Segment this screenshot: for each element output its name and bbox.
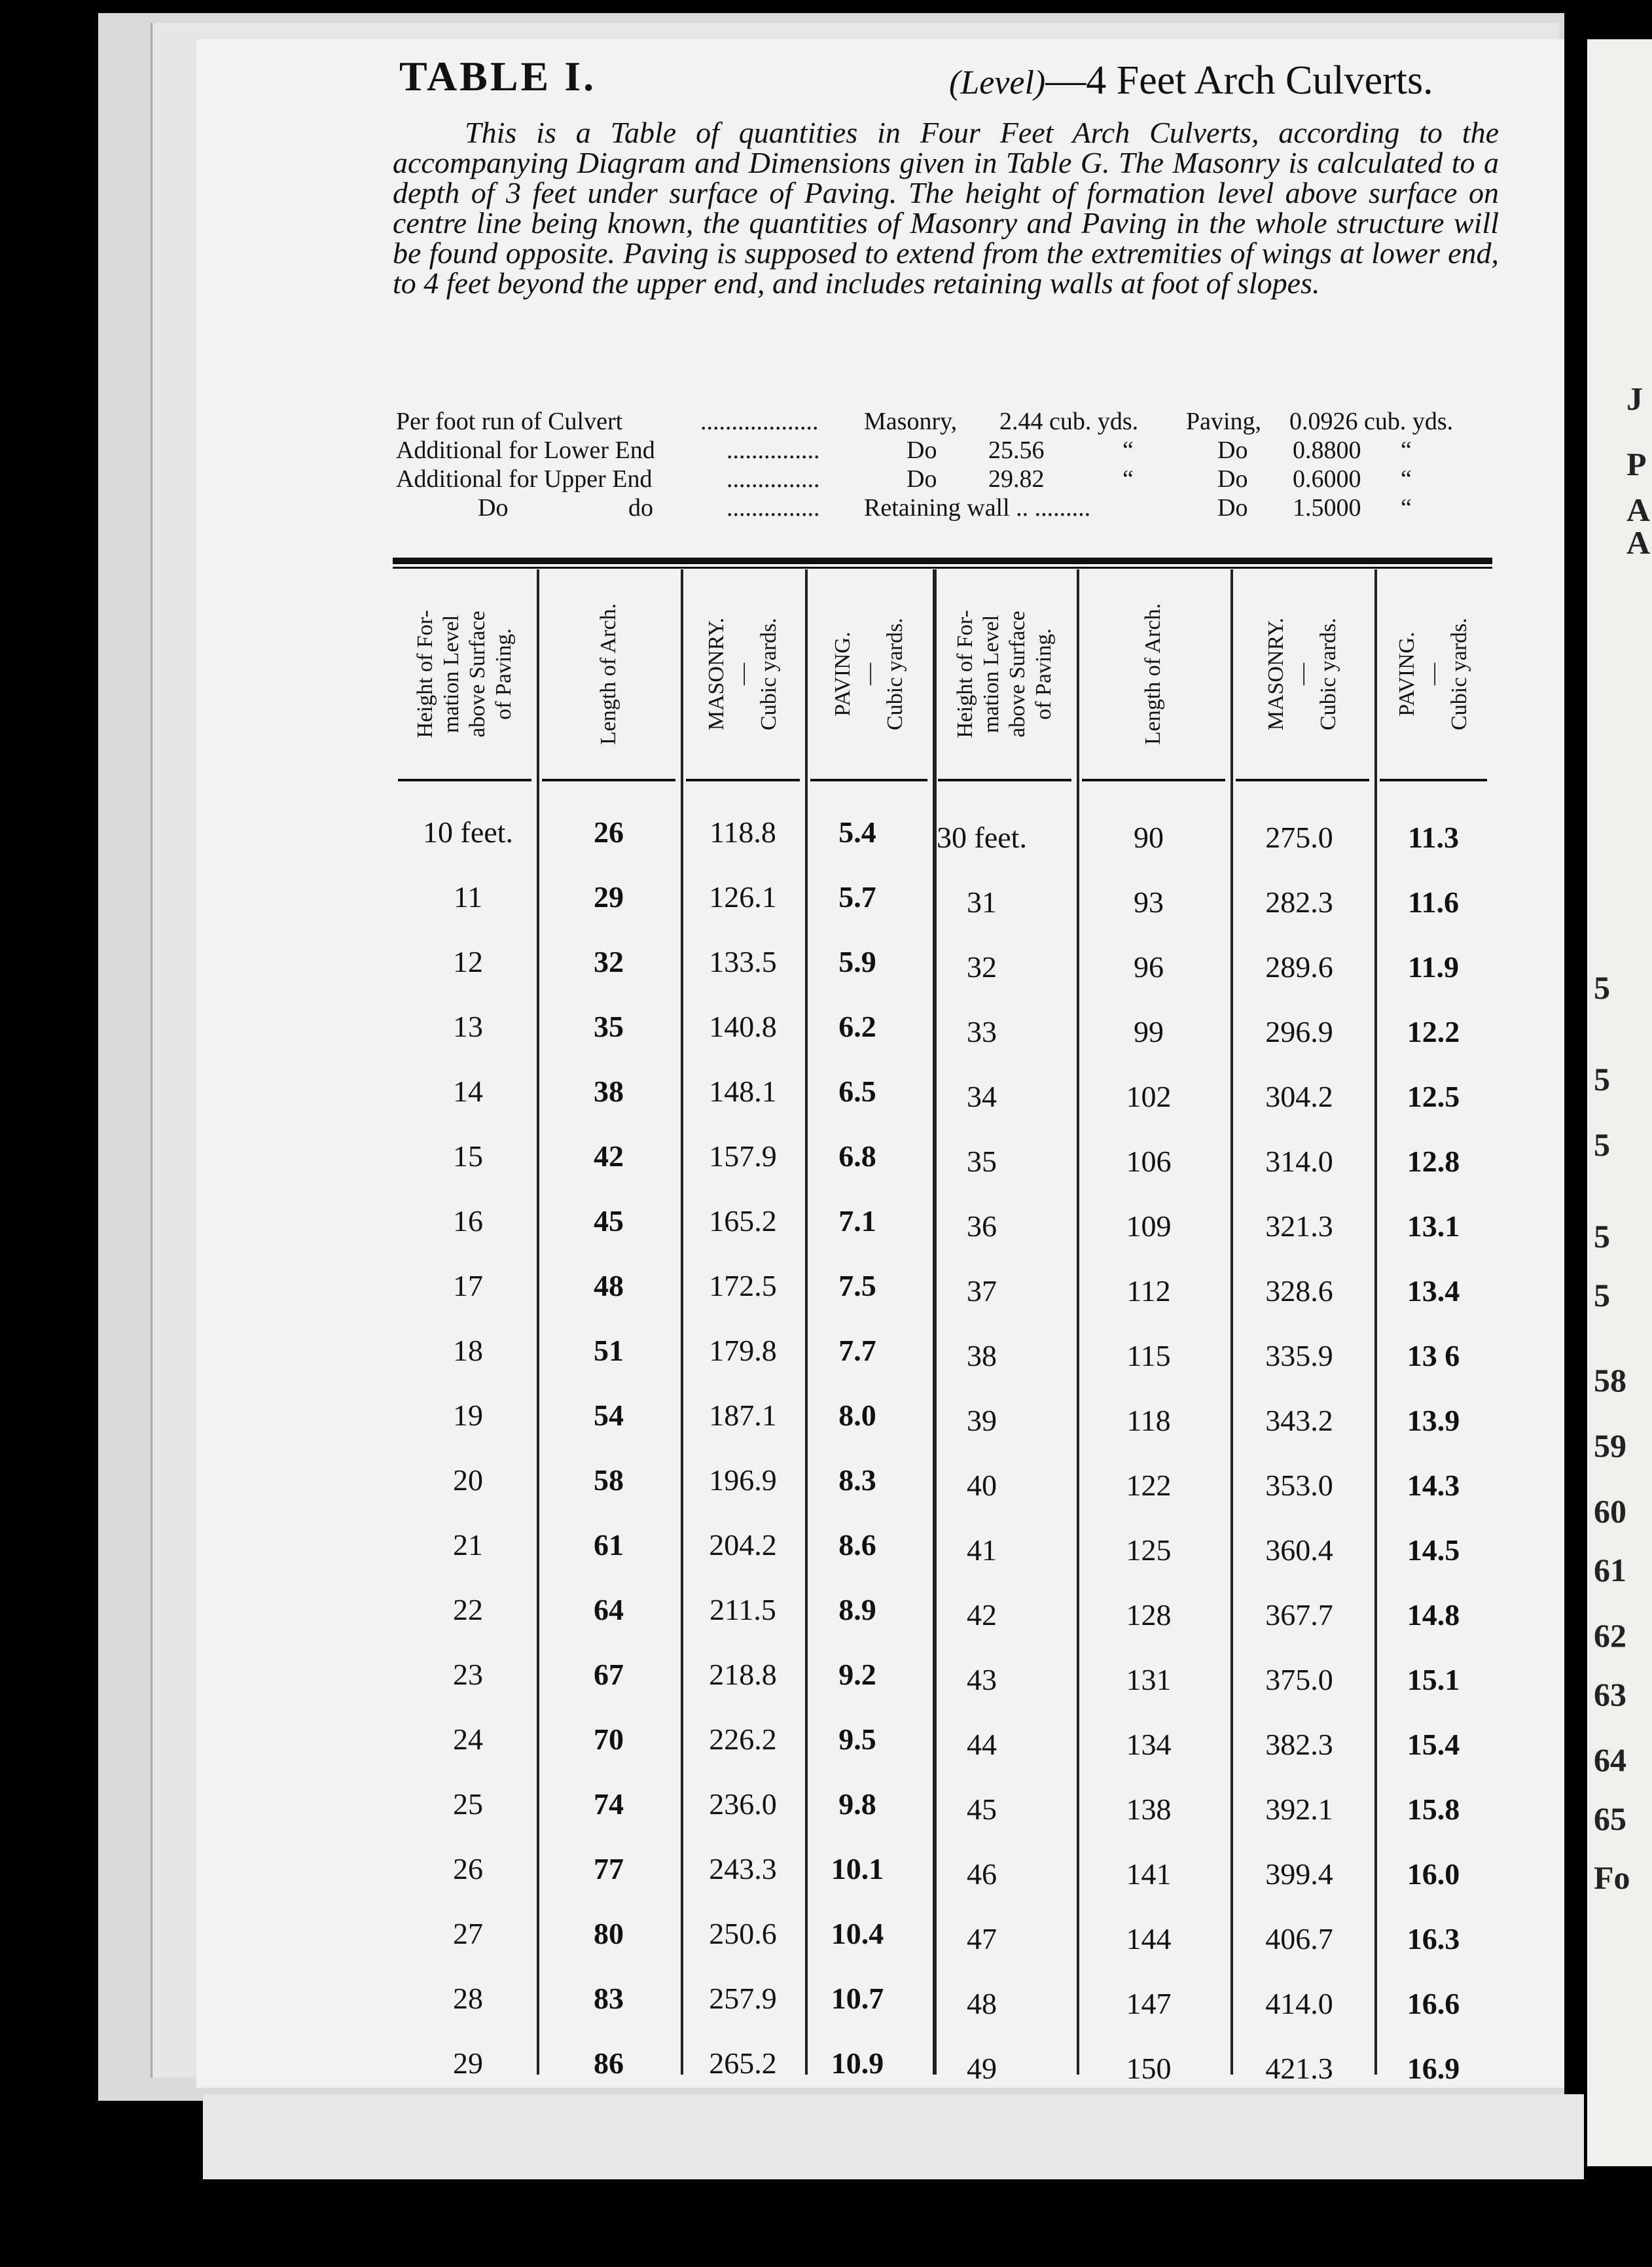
table-cell: 140.8 [709, 1010, 777, 1043]
table-cell: 11.6 [1408, 885, 1459, 919]
facing-page-fragment: 62 [1594, 1617, 1626, 1654]
table-cell: 44 [967, 1728, 997, 1761]
table-cell: 86 [594, 2046, 624, 2080]
table-cell: 70 [594, 1723, 624, 1756]
table-cell: 375.0 [1265, 1663, 1333, 1696]
table-cell: 34 [967, 1080, 997, 1113]
table-cell: 133.5 [709, 945, 777, 978]
table-cell: 8.0 [838, 1399, 876, 1432]
table-cell: 109 [1126, 1209, 1172, 1243]
header-rule [1236, 779, 1369, 781]
summary-dots: ............... [727, 437, 820, 464]
table-cell: 38 [967, 1339, 997, 1372]
table-cell: 131 [1126, 1663, 1172, 1696]
column-header-line: Height of For- [952, 610, 977, 738]
table-cell: 45 [967, 1793, 997, 1826]
table-cell: 8.9 [838, 1593, 876, 1626]
table-cell: 16.0 [1407, 1857, 1460, 1891]
table-cell: 77 [594, 1852, 624, 1885]
table-cell: 144 [1126, 1922, 1172, 1955]
table-cell: 296.9 [1265, 1015, 1333, 1048]
summary-dots: ............... [727, 465, 820, 493]
column-header [1077, 576, 1230, 772]
column-header-text [1263, 618, 1342, 730]
table-cell: 218.8 [709, 1658, 777, 1691]
column-header-line: — [856, 663, 881, 686]
table-cell: 13.4 [1407, 1274, 1460, 1308]
column-header-line: Cubic yards. [1316, 618, 1340, 730]
column-header-line: PAVING. [1394, 632, 1419, 717]
table-cell: 39 [967, 1404, 997, 1437]
table-cell: 148.1 [709, 1075, 777, 1108]
ditto-mark: “ [1122, 437, 1134, 464]
table-cell: 35 [967, 1145, 997, 1178]
table-cell: 10.1 [831, 1852, 884, 1885]
table-cell: 141 [1126, 1857, 1172, 1891]
summary-row [396, 465, 1502, 493]
table-cell: 165.2 [709, 1204, 777, 1238]
table-cell: 25 [453, 1787, 483, 1821]
page-bottom-strip [203, 2094, 1584, 2179]
table-cell: 14.8 [1407, 1598, 1460, 1632]
column-header-line: Cubic yards. [882, 618, 907, 730]
table-cell: 421.3 [1265, 2052, 1333, 2085]
column-header-text [829, 618, 908, 730]
table-cell: 21 [453, 1528, 483, 1562]
table-cell: 32 [594, 945, 624, 978]
table-cell: 96 [1134, 950, 1164, 984]
table-cell: 80 [594, 1917, 624, 1950]
table-title: TABLE I. [399, 53, 597, 99]
table-cell: 367.7 [1265, 1598, 1333, 1632]
column-header-line: — [1420, 663, 1445, 686]
summary-row [396, 493, 1502, 522]
table-cell: 5.4 [838, 815, 876, 849]
table-cell: 6.2 [838, 1010, 876, 1043]
table-cell: 14.5 [1407, 1533, 1460, 1567]
table-cell: 43 [967, 1663, 997, 1696]
table-cell: 275.0 [1265, 821, 1333, 854]
facing-page-fragment: Fo [1594, 1859, 1630, 1896]
table-cell: 12.5 [1407, 1080, 1460, 1113]
table-cell: 5.9 [838, 945, 876, 978]
table-cell: 7.1 [838, 1204, 876, 1238]
ditto-mark: “ [1122, 465, 1134, 493]
subtitle-text: —4 Feet Arch Culverts. [1045, 58, 1433, 103]
summary-kind: Do [907, 437, 937, 464]
facing-page-fragment: A [1626, 491, 1651, 528]
column-header-line: Cubic yards. [1446, 618, 1471, 730]
ditto-mark: “ [1401, 494, 1412, 522]
summary-label: Additional for Upper End [396, 465, 653, 493]
level-label: (Level) [949, 64, 1046, 101]
summary-row [396, 436, 1502, 465]
table-cell: 61 [594, 1528, 624, 1562]
table-cell: 125 [1126, 1533, 1172, 1567]
table-cell: 102 [1126, 1080, 1172, 1113]
table-cell: 17 [453, 1269, 483, 1302]
facing-page-fragment: 59 [1594, 1427, 1626, 1464]
table-cell: 7.5 [838, 1269, 876, 1302]
intro-paragraph: This is a Table of quantities in Four Feet Arch Culverts, according to the accompanying Diagram and Dimensions given in Table G. The Masonry is calculated to a depth of 3 feet under surface of Paving. The height of formation level above surface on centre line being known, the quantities of Masonry and Paving in the whole structure will be found opposite. Paving is supposed to extend from the extremities of wings at lower end, to 4 feet beyond the upper end, and includes retaining walls at foot of slopes. [393, 116, 1499, 300]
facing-page-fragment: P [1626, 446, 1647, 482]
table-cell: 9.2 [838, 1658, 876, 1691]
table-cell: 211.5 [709, 1593, 776, 1626]
summary-paving-kind: Do [1217, 465, 1248, 493]
table-cell: 10 feet. [423, 815, 513, 849]
table-cell: 35 [594, 1010, 624, 1043]
table-cell: 15.1 [1407, 1663, 1460, 1696]
table-cell: 38 [594, 1075, 624, 1108]
table-cell: 9.5 [838, 1723, 876, 1756]
facing-page-fragment: 63 [1594, 1676, 1626, 1713]
table-cell: 138 [1126, 1793, 1172, 1826]
table-cell: 42 [594, 1139, 624, 1173]
table-top-rule-thin [393, 567, 1492, 569]
table-cell: 12.2 [1407, 1015, 1460, 1048]
table-cell: 90 [1134, 821, 1164, 854]
summary-masonry-value: 2.44 cub. yds. [999, 408, 1139, 435]
summary-kind: Do [907, 465, 937, 493]
table-cell: 13 [453, 1010, 483, 1043]
table-cell: 28 [453, 1982, 483, 2015]
column-header-line: — [730, 663, 755, 685]
table-cell: 360.4 [1265, 1533, 1333, 1567]
table-cell: 26 [453, 1852, 483, 1885]
summary-label: Additional for Lower End [396, 437, 655, 464]
table-cell: 15.4 [1407, 1728, 1460, 1761]
column-header [1374, 576, 1492, 772]
header-rule [542, 779, 675, 781]
table-cell: 51 [594, 1334, 624, 1367]
table-cell: 10.7 [831, 1982, 884, 2015]
book-page [196, 39, 1564, 2088]
table-cell: 335.9 [1265, 1339, 1333, 1372]
summary-dots: ............... [727, 494, 820, 522]
table-cell: 40 [967, 1469, 997, 1502]
column-header-line: of Paving. [491, 628, 516, 720]
table-cell: 304.2 [1265, 1080, 1333, 1113]
column-divider [1077, 569, 1079, 2075]
facing-page-fragment: 5 [1594, 1218, 1610, 1255]
table-cell: 16.9 [1407, 2052, 1460, 2085]
column-header-line: MASONRY. [704, 617, 728, 731]
column-divider [1374, 569, 1377, 2075]
summary-masonry-value: 29.82 [988, 465, 1045, 493]
table-cell: 47 [967, 1922, 997, 1955]
table-cell: 106 [1126, 1145, 1172, 1178]
column-header-line: MASONRY. [1264, 617, 1288, 731]
table-cell: 83 [594, 1982, 624, 2015]
table-cell: 11 [453, 880, 483, 914]
table-cell: 31 [967, 885, 997, 919]
header-rule [1380, 779, 1487, 781]
table-cell: 236.0 [709, 1787, 777, 1821]
table-cell: 314.0 [1265, 1145, 1333, 1178]
table-cell: 10.9 [831, 2046, 884, 2080]
table-cell: 118.8 [709, 815, 776, 849]
table-cell: 13.1 [1407, 1209, 1460, 1243]
table-cell: 406.7 [1265, 1922, 1333, 1955]
table-cell: 8.6 [838, 1528, 876, 1562]
table-cell: 42 [967, 1598, 997, 1632]
summary-row [396, 407, 1502, 436]
column-header-line: — [1290, 663, 1314, 685]
table-cell: 243.3 [709, 1852, 777, 1885]
table-cell: 282.3 [1265, 885, 1333, 919]
table-cell: 27 [453, 1917, 483, 1950]
column-header [537, 576, 681, 772]
table-cell: 226.2 [709, 1723, 777, 1756]
table-cell: 414.0 [1265, 1987, 1333, 2020]
table-cell: 58 [594, 1463, 624, 1497]
table-cell: 18 [453, 1334, 483, 1367]
table-cell: 16.6 [1407, 1987, 1460, 2020]
table-cell: 353.0 [1265, 1469, 1333, 1502]
column-header-line: Length of Arch. [1141, 603, 1166, 745]
table-cell: 343.2 [1265, 1404, 1333, 1437]
column-divider [537, 569, 539, 2075]
column-divider [1230, 569, 1233, 2075]
table-cell: 26 [594, 815, 624, 849]
table-cell: 49 [967, 2052, 997, 2085]
table-cell: 11.3 [1408, 821, 1459, 854]
table-cell: 23 [453, 1658, 483, 1691]
table-cell: 20 [453, 1463, 483, 1497]
table-cell: 93 [1134, 885, 1164, 919]
table-cell: 64 [594, 1593, 624, 1626]
facing-page-fragment: 60 [1594, 1493, 1626, 1529]
facing-page-fragment: 5 [1594, 1277, 1610, 1313]
table-cell: 392.1 [1265, 1793, 1333, 1826]
column-header-line: PAVING. [830, 632, 855, 717]
column-header-text [596, 603, 622, 745]
table-cell: 196.9 [709, 1463, 777, 1497]
table-cell: 29 [453, 2046, 483, 2080]
table-cell: 19 [453, 1399, 483, 1432]
table-cell: 112 [1126, 1274, 1171, 1308]
column-header-line: above Surface [465, 611, 490, 738]
summary-label: Do [478, 494, 509, 522]
table-cell: 204.2 [709, 1528, 777, 1562]
table-cell: 74 [594, 1787, 624, 1821]
table-cell: 250.6 [709, 1917, 777, 1950]
summary-label-2: do [628, 494, 653, 522]
column-header [393, 576, 537, 772]
table-cell: 321.3 [1265, 1209, 1333, 1243]
column-header [805, 576, 933, 772]
facing-page-fragment: 65 [1594, 1800, 1626, 1837]
table-cell: 14.3 [1407, 1469, 1460, 1502]
table-cell: 126.1 [709, 880, 777, 914]
table-cell: 54 [594, 1399, 624, 1432]
table-cell: 15.8 [1407, 1793, 1460, 1826]
table-subtitle [949, 58, 1433, 104]
table-cell: 172.5 [709, 1269, 777, 1302]
summary-block [396, 407, 1502, 522]
table-cell: 382.3 [1265, 1728, 1333, 1761]
table-cell: 33 [967, 1015, 997, 1048]
column-header-line: mation Level [439, 615, 463, 734]
header-rule [1082, 779, 1225, 781]
table-cell: 150 [1126, 2052, 1172, 2085]
table-cell: 257.9 [709, 1982, 777, 2015]
column-header-text [412, 610, 517, 738]
facing-page-fragment: 61 [1594, 1552, 1626, 1588]
column-header-text [1394, 618, 1473, 730]
facing-page-edge [1587, 39, 1652, 2166]
table-cell: 12.8 [1407, 1145, 1460, 1178]
column-header-line: of Paving. [1031, 628, 1056, 720]
facing-page-fragment: 5 [1594, 969, 1610, 1006]
table-cell: 118 [1126, 1404, 1171, 1437]
summary-masonry-value: 25.56 [988, 437, 1045, 464]
header-rule [686, 779, 800, 781]
table-cell: 46 [967, 1857, 997, 1891]
table-cell: 8.3 [838, 1463, 876, 1497]
header-rule [810, 779, 927, 781]
facing-page-fragment: 64 [1594, 1741, 1626, 1778]
column-divider [805, 569, 808, 2075]
table-cell: 7.7 [838, 1334, 876, 1367]
summary-paving-kind: Do [1217, 437, 1248, 464]
table-cell: 399.4 [1265, 1857, 1333, 1891]
summary-label: Per foot run of Culvert [396, 408, 623, 435]
summary-paving-kind: Paving, [1186, 408, 1262, 435]
column-header-line: mation Level [979, 615, 1003, 734]
column-header-text [704, 618, 782, 730]
summary-paving-kind: Do [1217, 494, 1248, 522]
column-header-line: Length of Arch. [596, 603, 620, 745]
table-cell: 122 [1126, 1469, 1172, 1502]
table-cell: 157.9 [709, 1139, 777, 1173]
table-cell: 10.4 [831, 1917, 884, 1950]
table-cell: 24 [453, 1723, 483, 1756]
table-cell: 36 [967, 1209, 997, 1243]
ditto-mark: “ [1401, 465, 1412, 493]
summary-kind: Retaining wall .. ......... [864, 494, 1091, 522]
summary-paving-value: 1.5000 [1293, 494, 1361, 522]
table-cell: 13.9 [1407, 1404, 1460, 1437]
table-cell: 179.8 [709, 1334, 777, 1367]
table-cell: 115 [1126, 1339, 1171, 1372]
facing-page-fragment: 58 [1594, 1362, 1626, 1399]
header-rule [938, 779, 1071, 781]
ditto-mark: “ [1401, 437, 1412, 464]
table-cell: 134 [1126, 1728, 1172, 1761]
table-top-rule [393, 558, 1492, 564]
column-header-text [952, 610, 1057, 738]
table-cell: 22 [453, 1593, 483, 1626]
table-cell: 16.3 [1407, 1922, 1460, 1955]
summary-paving-value: 0.6000 [1293, 465, 1361, 493]
table-cell: 48 [967, 1987, 997, 2020]
table-cell: 128 [1126, 1598, 1172, 1632]
table-cell: 67 [594, 1658, 624, 1691]
header-rule [398, 779, 531, 781]
table-cell: 37 [967, 1274, 997, 1308]
table-cell: 48 [594, 1269, 624, 1302]
table-cell: 99 [1134, 1015, 1164, 1048]
table-cell: 32 [967, 950, 997, 984]
facing-page-fragment: A [1626, 524, 1651, 561]
column-header-line: above Surface [1005, 611, 1030, 738]
table-cell: 289.6 [1265, 950, 1333, 984]
table-cell: 14 [453, 1075, 483, 1108]
column-header [1230, 576, 1374, 772]
column-divider [681, 569, 683, 2075]
table-cell: 9.8 [838, 1787, 876, 1821]
table-cell: 41 [967, 1533, 997, 1567]
table-cell: 328.6 [1265, 1274, 1333, 1308]
facing-page-fragment: J [1626, 380, 1643, 417]
table-cell: 6.8 [838, 1139, 876, 1173]
column-header [933, 576, 1077, 772]
table-cell: 6.5 [838, 1075, 876, 1108]
table-cell: 187.1 [709, 1399, 777, 1432]
facing-page-fragment: 5 [1594, 1061, 1610, 1098]
table-cell: 30 feet. [937, 821, 1027, 854]
summary-kind: Masonry, [864, 408, 958, 435]
table-cell: 29 [594, 880, 624, 914]
table-cell: 5.7 [838, 880, 876, 914]
table-cell: 15 [453, 1139, 483, 1173]
table-cell: 13 6 [1407, 1339, 1460, 1372]
column-header [681, 576, 805, 772]
column-divider [933, 569, 937, 2075]
column-header-line: Cubic yards. [757, 618, 781, 730]
summary-dots: ................... [700, 408, 819, 435]
table-cell: 11.9 [1408, 950, 1459, 984]
summary-paving-value: 0.0926 cub. yds. [1289, 408, 1454, 435]
column-header-line: Height of For- [412, 610, 437, 738]
facing-page-fragment: 5 [1594, 1126, 1610, 1163]
summary-paving-value: 0.8800 [1293, 437, 1361, 464]
table-cell: 12 [453, 945, 483, 978]
column-header-text [1141, 603, 1167, 745]
table-cell: 265.2 [709, 2046, 777, 2080]
table-cell: 16 [453, 1204, 483, 1238]
table-cell: 147 [1126, 1987, 1172, 2020]
table-cell: 45 [594, 1204, 624, 1238]
